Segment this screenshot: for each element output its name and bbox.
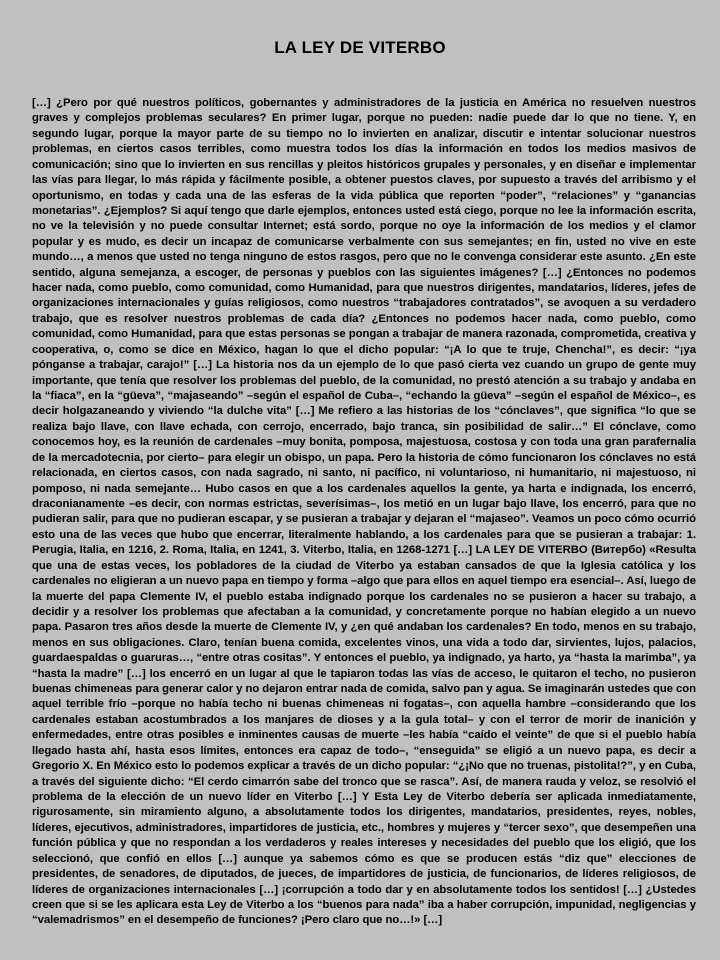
document-body: […] ¿Pero por qué nuestros políticos, gobernantes y administradores de la justicia en América no resuelven nuestros graves y complejos problemas seculares? En primer lugar, porque no pueden: nadie puede dar lo que no tiene. Y, en segundo lugar, porque la mayor parte de su tiempo no lo invierten en analizar, discutir e intentar solucionar nuestros problemas, en ciertos casos terribles, como muestra todos los días la información en todos los medios masivos de comunicación; sino que lo invierten en sus rencillas y pleitos históricos grupales y personales, y en diseñar e implementar las vías para llegar, lo más rápida y fácilmente posible, a obtener puestos claves, por supuesto a través del arribismo y el oportunismo, en todas y cada una de las esferas de la vida pública que reporten “poder”, “relaciones” y “ganancias monetarias”. ¿Ejemplos? Si aquí tengo que darle ejemplos, entonces usted está ciego, porque no lee la información escrita, no ve la televisión y no puede consultar Internet; está sordo, porque no oye la información de los medios y el clamor popular y es mudo, es decir un incapaz de comunicarse verbalmente con sus semejantes; en fin, usted no vive en este mundo…, a menos que usted no tenga ninguno de estos rasgos, pero que no le convenga considerar este asunto. ¿En este sentido, alguna semejanza, a escoger, de personas y pueblos con las siguientes imágenes? […] ¿Entonces no podemos hacer nada, como pueblo, como comunidad, como Humanidad, para que nuestros dirigentes, mandatarios, líderes, jefes de organizaciones internacionales y guías religiosos, como nuestros “trabajadores contratados”, se avoquen a su verdadero trabajo, que es resolver nuestros problemas de cada día? ¿Entonces no podemos hacer nada, como pueblo, como comunidad, como Humanidad, para que estas personas se pongan a trabajar de manera razonada, comprometida, creativa y cooperativa, o, como se dice en México, hagan lo que el dicho popular: “¡A lo que te truje, Chencha!”, es decir: “¡ya pónganse a trabajar, carajo!” […] La historia nos da un ejemplo de lo que pasó cierta vez cuando un grupo de gente muy importante, que tenía que resolver los problemas del pueblo, de la comunidad, no prestó atención a su trabajo y andaba en la “fiaca”, en la “güeva”, “majaseando” –según el español de Cuba–, “echando la güeva” –según el español de México–, es decir holgazaneando y viviendo “la dulche vita” […] Me refiero a las historias de los “cónclaves”, que significa “lo que se realiza bajo llave, con llave echada, con cerrojo, encerrado, bajo tranca, sin posibilidad de salir…” El cónclave, como conocemos hoy, es la reunión de cardenales –muy bonita, pomposa, majestuosa, costosa y con toda una gran parafernalia de la mercadotecnia, por cierto– para elegir un obispo, un papa. Pero la historia de cómo funcionaron los cónclaves no está relacionada, en ciertos casos, con nada sagrado, ni santo, ni pacífico, ni voluntarioso, ni humanitario, ni majestuoso, ni pomposo, ni nada semejante… Hubo casos en que a los cardenales aquellos la gente, ya harta e indignada, los encerró, draconianamente –es decir, con normas estrictas, severísimas–, los metió en un lugar bajo llave, los encerró, para que no pudieran salir, para que no pudieran escapar, y se pusieran a trabajar y dejaran el “majaseo”. Veamos un poco cómo ocurrió esto una de las veces que hubo que encerrar, literalmente hablando, a los cardenales para que se pusieran a trabajar: 1. Perugia, Italia, en 1216, 2. Roma, Italia, en 1241, 3. Viterbo, Italia, en 1268-1271 […] LA LEY DE VITERBO (Витербо) «Resulta que una de estas veces, los pobladores de la ciudad de Viterbo ya estaban cansados de que la Iglesia católica y los cardenales no eligieran a un nuevo papa en tiempo y forma –algo que para ellos en aquel tiempo era esencial–. Así, luego de la muerte del papa Clemente IV, el pueblo estaba indignado porque los cardenales no se pusieron a hacer su trabajo, a decidir y a resolver los problemas que afectaban a la comunidad, y concretamente porque no habían elegido a un nuevo papa. Pasaron tres años desde la muerte de Clemente IV, y ¿en qué andaban los cardenales? En todo, menos en su trabajo, menos en sus obligaciones. Claro, tenían buena comida, excelentes vinos, una vida a todo dar, sirvientes, lujos, palacios, guardaespaldas o guaruras…, “entre otras cositas”. Y entonces el pueblo, ya indignado, ya harto, ya “hasta la marimba”, ya “hasta la madre” […] los encerró en un lugar al que le tapiaron todas las vías de acceso, le quitaron el techo, no pusieron buenas chimeneas para generar calor y no dejaron entrar nada de comida, salvo pan y agua. Se imaginarán ustedes que con aquel terrible frío –porque no había techo ni buenas chimeneas ni fogatas–, con aquella hambre –considerando que los cardenales estaban acostumbrados a los manjares de dioses y a la gula total– y con el terror de morir de inanición y enfermedades, entre otras posibles e inminentes causas de muerte –les había “caído el veinte” de que si el pueblo había llegado hasta ahí, hasta esos límites, entonces era capaz de todo–, “enseguida” se eligió a un nuevo papa, es decir a Gregorio X. En México esto lo podemos explicar a través de un dicho popular: “¿¡No que no truenas, pistolita!?”, y en Cuba, a través del siguiente dicho: “El cerdo cimarrón sabe del tronco que se rasca”. Así, de manera rauda y veloz, se resolvió el problema de la elección de un nuevo líder en Viterbo […] Y Esta Ley de Viterbo debería ser aplicada inmediatamente, rigurosamente, sin miramiento alguno, a absolutamente todos los dirigentes, mandatarios, presidentes, reyes, nobles, líderes, ejecutivos, administradores, impartidores de justicia, etc., hombres y mujeres y “tercer sexo”, que desempeñen una función pública y que no respondan a los verdaderos y reales intereses y necesidades del pueblo que los eligió, que los seleccionó, que confió en ellos […] aunque ya sabemos cómo es que se producen estás “diz que” elecciones de presidentes, de senadores, de diputados, de jueces, de impartidores de justicia, de funcionarios, de líderes religiosos, de líderes de organizaciones internacionales […] ¡corrupción a todo dar y en absolutamente todos los sentidos! […] ¿Ustedes creen que si se les aplicara esta Ley de Viterbo a los “buenos para nada” iba a haber corrupción, impunidad, negligencias y “valemadrismos” en el desempeño de funciones? ¡Pero claro que no…!» […]: [32, 97, 696, 927]
document-title: LA LEY DE VITERBO: [274, 38, 446, 57]
